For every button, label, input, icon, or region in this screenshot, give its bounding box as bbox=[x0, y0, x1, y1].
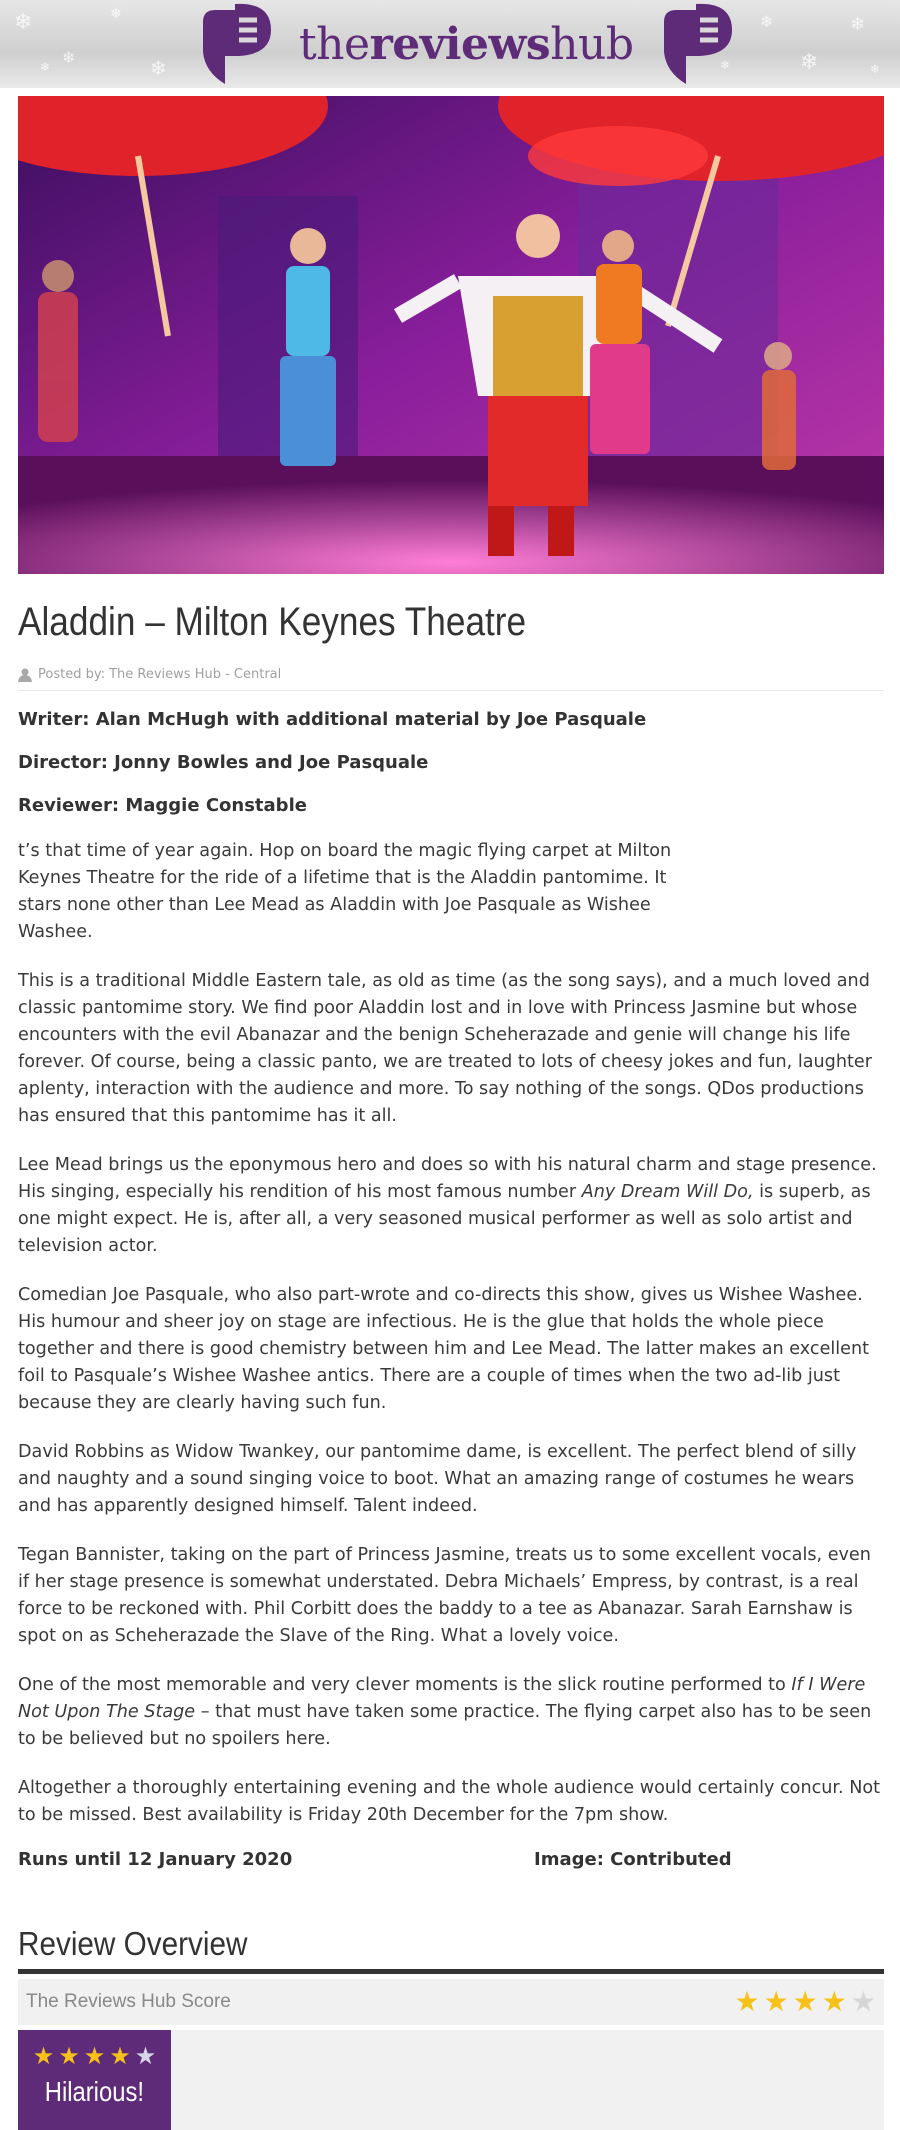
quote-mark-icon bbox=[656, 2, 738, 86]
star-icon: ★ bbox=[763, 1985, 789, 2018]
body-paragraph: Altogether a thoroughly entertaining evening and the whole audience would certainly concur. Not to be missed. Best availability is Friday 20th December for the 7pm show. bbox=[18, 1778, 881, 1825]
posted-by: Posted by: The Reviews Hub - Central bbox=[38, 667, 282, 682]
article-footer bbox=[18, 1849, 884, 1870]
body-paragraph: Comedian Joe Pasquale, who also part-wrote and co-directs this show, gives us Wishee Washee. His humour and sheer joy on stage are infectious. He is the glue that holds the whole piece together and there is good chemistry between him and Lee Mead. The latter makes an excellent foil to Pasquale’s Wishee Washee antics. There are a couple of times when the two ad-lib just because they are clearly having such fun. bbox=[18, 1285, 870, 1413]
summary-row bbox=[18, 2030, 884, 2130]
snowflake-icon: ❄ bbox=[62, 48, 76, 67]
runs-until: Runs until 12 January 2020 bbox=[18, 1849, 293, 1870]
star-rating bbox=[33, 2044, 157, 2068]
user-icon bbox=[18, 668, 32, 682]
song-title: Any Dream Will Do, bbox=[581, 1182, 754, 1202]
score-row bbox=[18, 1979, 884, 2025]
site-header bbox=[0, 0, 900, 88]
snowflake-icon: ❄ bbox=[40, 60, 51, 74]
star-icon: ★ bbox=[134, 2042, 157, 2070]
image-credit: Image: Contributed bbox=[534, 1849, 732, 1870]
verdict-box bbox=[18, 2030, 171, 2130]
score-label: The Reviews Hub Score bbox=[26, 1991, 231, 2012]
quote-mark-icon bbox=[195, 2, 277, 86]
page-title: Aladdin – Milton Keynes Theatre bbox=[18, 600, 527, 644]
snowflake-icon: ❄ bbox=[110, 6, 122, 22]
star-icon: ★ bbox=[32, 2042, 55, 2070]
hero-stage-photo bbox=[18, 96, 884, 574]
body-paragraph: This is a traditional Middle Eastern tale, as old as time (as the song says), and a much loved and classic pantomime story. We find poor Aladdin lost and in love with Princess Jasmine but whose encounters with the evil Abanazar and the benign Scheherazade and genie will change his life forever. Of course, being a classic panto, we are treated to lots of cheesy jokes and fun, laughter aplenty, interaction with the audience and more. To say nothing of the songs. QDos productions has ensured that this pantomime has it all. bbox=[18, 971, 872, 1126]
star-icon: ★ bbox=[83, 2042, 106, 2070]
star-icon: ★ bbox=[792, 1985, 818, 2018]
body-paragraph: One of the most memorable and very clever moments is the slick routine performed to If I Were Not Upon The Stage – that must have taken some practice. The flying carpet also has to be seen to be believed but no spoilers here. bbox=[18, 1675, 872, 1749]
snowflake-icon: ❄ bbox=[850, 14, 866, 35]
snowflake-icon: ❄ bbox=[870, 62, 881, 76]
star-icon: ★ bbox=[850, 1985, 876, 2018]
star-rating bbox=[734, 1985, 876, 2018]
star-icon: ★ bbox=[734, 1985, 760, 2018]
body-paragraph: Tegan Bannister, taking on the part of Princess Jasmine, treats us to some excellent vocals, even if her stage presence is somewhat understated. Debra Michaels’ Empress, by contrast, is a real force to be reckoned with. Phil Corbitt does the baddy to a tee as Abanazar. Sarah Earnshaw is spot on as Scheherazade the Slave of the Ring. What a lovely voice. bbox=[18, 1545, 871, 1646]
review-overview-heading: Review Overview bbox=[18, 1925, 248, 1962]
verdict-text: Hilarious! bbox=[44, 2076, 145, 2107]
star-icon: ★ bbox=[109, 2042, 131, 2070]
credit-director: Director: Jonny Bowles and Joe Pasquale bbox=[18, 752, 429, 773]
star-icon: ★ bbox=[821, 1985, 847, 2018]
site-logo[interactable] bbox=[195, 2, 738, 86]
logo-wordmark: thereviewshub bbox=[299, 18, 634, 70]
snowflake-icon: ❄ bbox=[800, 50, 819, 75]
summary-panel bbox=[171, 2030, 884, 2130]
snowflake-icon: ❄ bbox=[14, 10, 33, 35]
body-paragraph: t’s that time of year again. Hop on board the magic flying carpet at Milton Keynes Theatre for the ride of a lifetime that is the Aladdin pantomime. It stars none other than Lee Mead as Aladdin with Joe Pasquale as Wishee Washee. bbox=[18, 841, 672, 942]
star-icon: ★ bbox=[58, 2042, 80, 2070]
snowflake-icon: ❄ bbox=[720, 58, 731, 72]
post-meta bbox=[18, 667, 884, 691]
body-paragraph: David Robbins as Widow Twankey, our pantomime dame, is excellent. The perfect blend of silly and naughty and a sound singing voice to boot. What an amazing range of costumes he wears and has apparently designed himself. Talent indeed. bbox=[18, 1442, 857, 1516]
snowflake-icon: ❄ bbox=[150, 56, 167, 80]
article bbox=[18, 600, 884, 2130]
credit-reviewer: Reviewer: Maggie Constable bbox=[18, 795, 307, 816]
credit-writer: Writer: Alan McHugh with additional material by Joe Pasquale bbox=[18, 709, 647, 730]
snowflake-icon: ❄ bbox=[760, 12, 774, 31]
song-title: If I Were Not Upon The Stage bbox=[18, 1675, 866, 1722]
body-paragraph: Lee Mead brings us the eponymous hero and does so with his natural charm and stage presence. His singing, especially his rendition of his most famous number Any Dream Will Do, is superb, as one might expect. He is, after all, a very seasoned musical performer as well as solo artist and television actor. bbox=[18, 1155, 877, 1256]
divider bbox=[18, 1969, 884, 1974]
